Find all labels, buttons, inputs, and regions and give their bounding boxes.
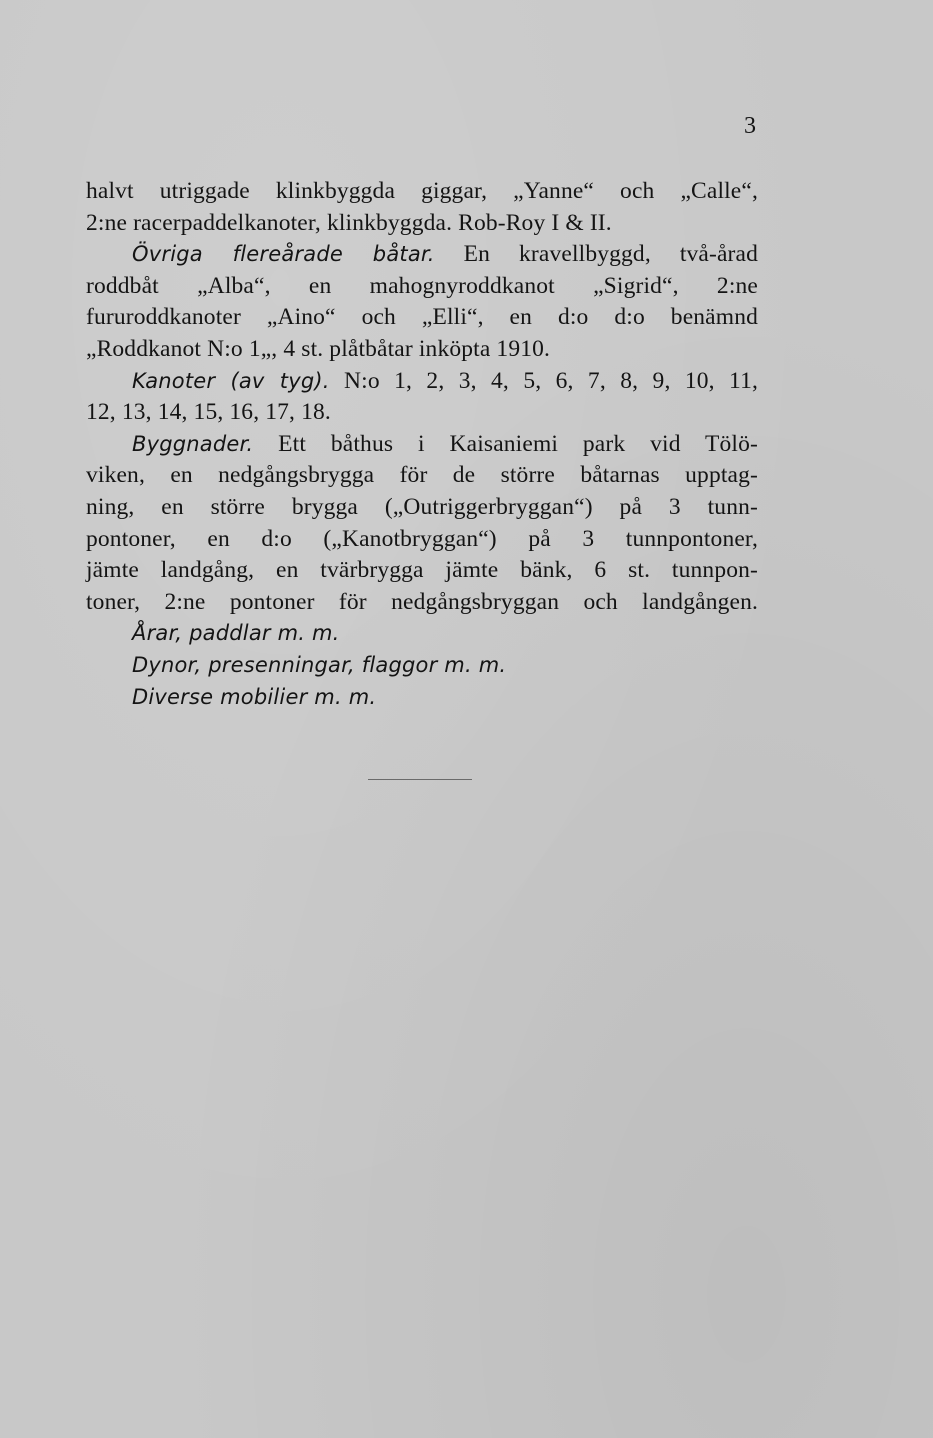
section-line-dynor bbox=[86, 650, 758, 682]
text-line bbox=[86, 555, 758, 587]
line-text: Ett båthus i Kaisaniemi park vid Tölö- bbox=[253, 430, 758, 457]
text-line bbox=[86, 208, 758, 240]
section-heading-kanoter: Kanoter (av tyg). bbox=[132, 368, 330, 393]
section-heading-arar: Årar, paddlar m. m. bbox=[132, 621, 340, 646]
section-line-arar bbox=[86, 618, 758, 650]
section-line-ovriga bbox=[86, 239, 758, 271]
line-text: pontoner, en d:o („Kanotbryggan“) på 3 tunnpontoner, bbox=[86, 525, 758, 552]
text-line bbox=[86, 492, 758, 524]
line-text: En kravellbyggd, två-årad bbox=[434, 241, 758, 268]
section-heading-diverse: Diverse mobilier m. m. bbox=[132, 684, 377, 709]
page-number: 3 bbox=[744, 113, 756, 139]
section-heading-dynor: Dynor, presenningar, flaggor m. m. bbox=[132, 652, 507, 677]
line-text: halvt utriggade klinkbyggda giggar, „Yanne“ och „Calle“, bbox=[86, 178, 758, 204]
text-line bbox=[86, 334, 758, 366]
text-line bbox=[86, 302, 758, 334]
section-line-kanoter bbox=[86, 366, 758, 398]
text-line bbox=[86, 460, 758, 492]
line-text: ning, en större brygga („Outriggerbryggan“) på 3 tunn- bbox=[86, 493, 758, 520]
line-text: fururoddkanoter „Aino“ och „Elli“, en d:o d:o benämnd bbox=[86, 304, 758, 331]
text-line bbox=[86, 587, 758, 619]
section-heading-ovriga: Övriga flereårade båtar. bbox=[132, 242, 435, 267]
text-line bbox=[86, 176, 758, 208]
text-line bbox=[86, 524, 758, 556]
section-line-byggnader bbox=[86, 429, 758, 461]
line-text: „Roddkanot N:o 1„, 4 st. plåtbåtar inköpta 1910. bbox=[86, 335, 551, 362]
section-divider-rule bbox=[368, 779, 472, 780]
text-line bbox=[86, 397, 758, 429]
line-text: jämte landgång, en tvärbrygga jämte bänk, 6 st. tunnpon- bbox=[86, 557, 758, 584]
line-text: roddbåt „Alba“, en mahognyroddkanot „Sigrid“, 2:ne bbox=[86, 272, 758, 299]
section-heading-byggnader: Byggnader. bbox=[132, 431, 254, 456]
text-line bbox=[86, 271, 758, 303]
section-line-diverse bbox=[86, 682, 758, 714]
line-text: 12, 13, 14, 15, 16, 17, 18. bbox=[86, 399, 331, 426]
body-text bbox=[86, 176, 758, 713]
line-text: toner, 2:ne pontoner för nedgångsbryggan och landgången. bbox=[86, 588, 758, 615]
line-text: 2:ne racerpaddelkanoter, klinkbyggda. Rob-Roy I & II. bbox=[86, 209, 612, 236]
line-text: N:o 1, 2, 3, 4, 5, 6, 7, 8, 9, 10, 11, bbox=[329, 367, 759, 394]
line-text: viken, en nedgångsbrygga för de större båtarnas upptag- bbox=[86, 462, 758, 489]
